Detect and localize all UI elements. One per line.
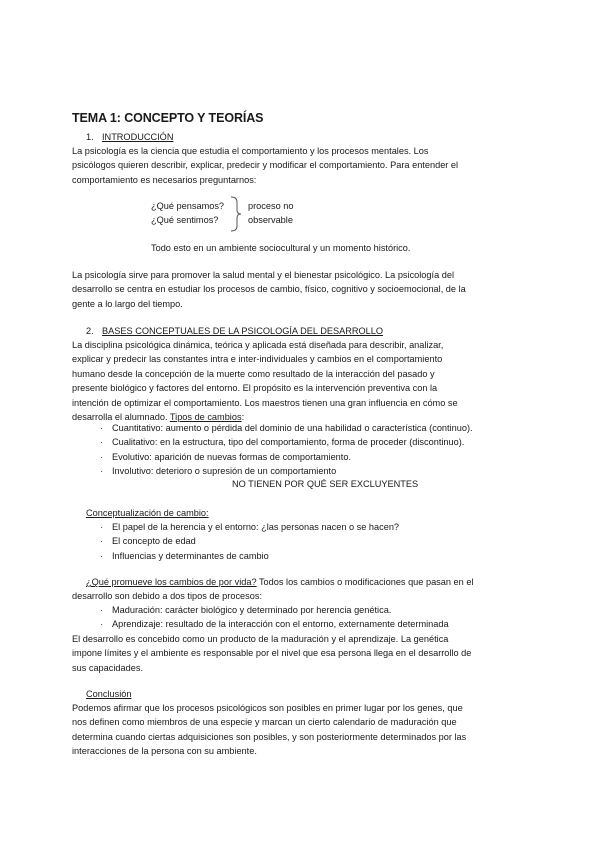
list-item — [100, 534, 399, 548]
text-line: El desarrollo es concebido como un producto de la maduración y el aprendizaje. La genética — [72, 634, 449, 644]
text-line — [86, 575, 536, 589]
conclusion-heading: Conclusión — [86, 689, 132, 699]
list-item-text: Cuantitativo: aumento o pérdida del dominio de una habilidad o característica (continuo). — [112, 423, 473, 433]
bullet-icon: · — [100, 423, 104, 433]
list-item-text: El concepto de edad — [112, 536, 196, 547]
text-line: impone límites y el ambiente es responsable por el nivel que esa persona llega en el desarrollo de — [72, 648, 472, 659]
text-line: intención de optimizar el comportamiento. Los maestros tienen una gran influencia en cómo se — [72, 397, 458, 408]
conceptualization-list — [100, 520, 399, 563]
list-item — [100, 603, 449, 617]
text-line: psicólogos quieren describir, explicar, predecir y modificar el comportamiento. Para entender el — [72, 160, 459, 171]
list-item — [100, 421, 473, 435]
development-paragraph — [72, 632, 532, 675]
bullet-icon: · — [100, 550, 104, 561]
list-item-text: Maduración: carácter biológico y determinado por herencia genética. — [112, 605, 392, 615]
conclusion-paragraph — [72, 701, 532, 759]
text-fragment: desarrolla el alumnado. — [72, 412, 170, 423]
text-fragment: Todos los cambios o modificaciones que pasan en el — [256, 577, 474, 587]
list-item-text: Evolutivo: aparición de nuevas formas de comportamiento. — [112, 451, 352, 462]
change-types-label: Tipos de cambios — [169, 412, 242, 423]
question-feel: ¿Qué sentimos? — [151, 215, 219, 225]
text-line: presente biológico y factores del entorno. El propósito es la intervención preventiva con la — [72, 383, 438, 394]
section1-paragraph-2 — [72, 268, 532, 311]
section2-paragraph — [72, 338, 532, 424]
conceptualization-heading: Conceptualización de cambio: — [86, 508, 209, 518]
bullet-icon: · — [100, 437, 104, 448]
lifelong-paragraph-cont — [72, 589, 532, 603]
text-fragment: : — [241, 412, 245, 423]
bullet-icon: · — [100, 451, 104, 462]
context-line: Todo esto en un ambiente sociocultural y un momento histórico. — [151, 243, 411, 253]
document-title: TEMA 1: CONCEPTO Y TEORÍAS — [72, 111, 264, 125]
lifelong-question: ¿Qué promueve los cambios de por vida? — [86, 577, 257, 587]
list-item-text: El papel de la herencia y el entorno: ¿las personas nacen o se hacen? — [112, 522, 400, 532]
text-line: La psicología es la ciencia que estudia el comportamiento y los procesos mentales. Los — [72, 146, 429, 156]
text-line: desarrollo son debido a dos tipos de procesos: — [72, 591, 262, 601]
exclusivity-note: NO TIENEN POR QUÉ SER EXCLUYENTES — [232, 479, 419, 489]
text-line: La psicología sirve para promover la salud mental y el bienestar psicológico. La psicología del — [72, 270, 455, 280]
list-item — [100, 520, 399, 534]
text-line: gente a lo largo del tiempo. — [72, 298, 183, 309]
list-item-text: Involutivo: deterioro o supresión de un comportamiento — [112, 466, 337, 477]
lifelong-paragraph — [86, 575, 536, 589]
text-line: desarrollo se centra en estudiar los procesos de cambio, físico, cognitivo y socioemocional, de la — [72, 284, 466, 295]
bullet-icon: · — [100, 605, 104, 615]
list-item-text: Influencias y determinantes de cambio — [112, 550, 269, 561]
text-line: comportamiento es necesarios preguntarnos: — [72, 174, 257, 185]
text-line: determina cuando ciertas adquisiciones son posibles, y son posteriormente determinados por las — [72, 731, 467, 742]
section1-number: 1. — [86, 132, 94, 142]
list-item — [100, 435, 473, 449]
list-item — [100, 549, 399, 563]
text-line: Podemos afirmar que los procesos psicológicos son posibles en primer lugar por los genes, que — [72, 703, 463, 713]
list-item-text: Aprendizaje: resultado de la interacción con el entorno, externamente determinada — [112, 619, 449, 630]
text-line: sus capacidades. — [72, 662, 143, 673]
text-line: nos definen como miembros de una especie y marcan un cierto calendario de maduración que — [72, 717, 457, 728]
text-line: humano desde la concepción de la muerte como resultado de la interacción del pasado y — [72, 368, 435, 379]
section2-number: 2. — [86, 326, 94, 336]
bullet-icon: · — [100, 619, 104, 630]
list-item — [100, 464, 473, 478]
text-line: La disciplina psicológica dinámica, teórica y aplicada está diseñada para describir, analizar, — [72, 340, 444, 350]
bullet-icon: · — [100, 536, 104, 547]
text-line: interacciones de la persona con su ambiente. — [72, 746, 257, 757]
list-item — [100, 450, 473, 464]
bullet-icon: · — [100, 466, 104, 477]
section2-heading — [86, 324, 383, 338]
section1-paragraph — [72, 144, 532, 187]
brace-label-2: observable — [248, 215, 293, 225]
list-item-text: Cualitativo: en la estructura, tipo del comportamiento, forma de proceder (discontinuo). — [112, 437, 465, 448]
list-item — [100, 617, 449, 631]
curly-brace-icon — [228, 196, 242, 232]
section1-title: INTRODUCCIÓN — [102, 132, 174, 142]
brace-label-1: proceso no — [248, 201, 294, 211]
change-types-list — [100, 421, 473, 479]
section2-title: BASES CONCEPTUALES DE LA PSICOLOGÍA DEL DESARROLLO — [102, 326, 383, 336]
section1-heading — [86, 130, 173, 144]
question-think: ¿Qué pensamos? — [151, 201, 225, 211]
processes-list — [100, 603, 449, 632]
bullet-icon: · — [100, 522, 104, 532]
text-line: explicar y predecir las constantes intra e inter-individuales y cambios en el comportamiento — [72, 354, 443, 365]
